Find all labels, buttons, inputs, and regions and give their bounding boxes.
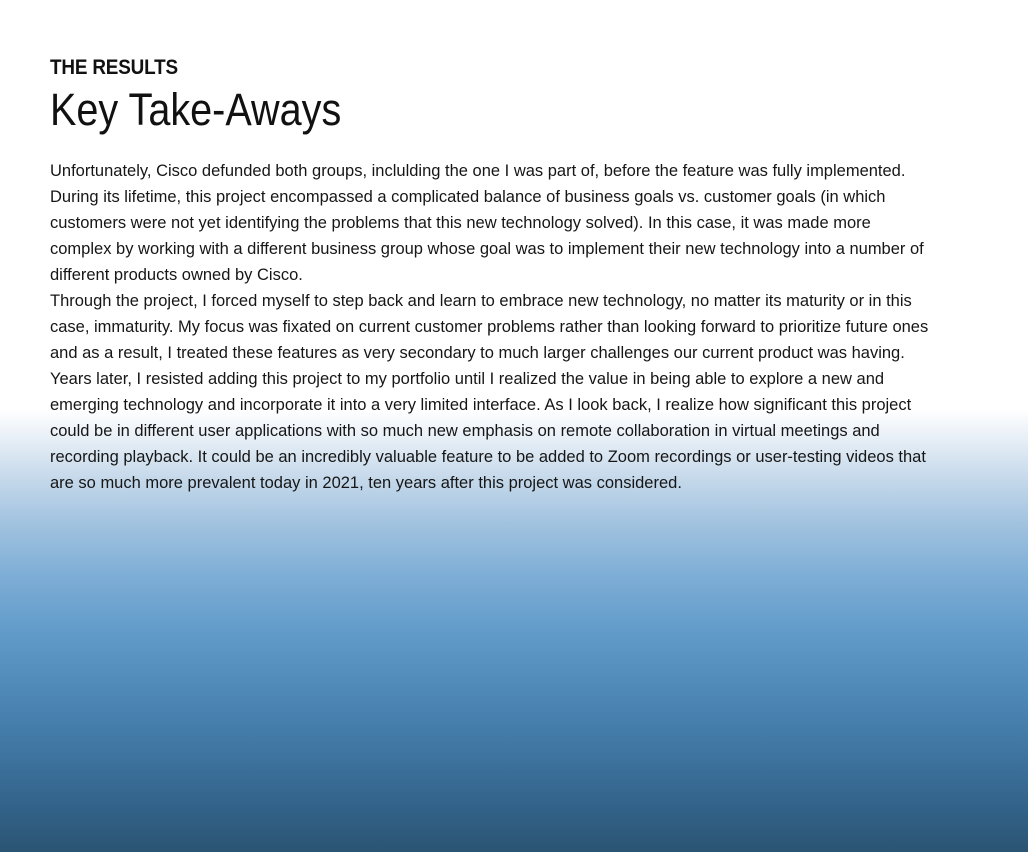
paragraph-reflection: Through the project, I forced myself to step back and learn to embrace new technology, no matter its maturity or in this case, immaturity. My focus was fixated on current customer problems rather than looking forward to prioritize future ones and as a result, I treated these features as very secondary to much larger challenges our current product was having. Years later, I resisted adding this project to my portfolio until I realized the value in being able to explore a new and emerging technology and incorporate it into a very limited interface. As I look back, I realize how significant this project could be in different user applications with so much new emphasis on remote collaboration in virtual meetings and recording playback. It could be an incredibly valuable feature to be added to Zoom recordings or user-testing videos that are so much more prevalent today in 2021, ten years after this project was considered. bbox=[50, 292, 929, 492]
section-body bbox=[50, 158, 930, 496]
section-title: Key Take-Aways bbox=[50, 84, 342, 135]
results-section bbox=[50, 56, 930, 496]
section-eyebrow: THE RESULTS bbox=[50, 56, 178, 79]
paragraph-outcome: Unfortunately, Cisco defunded both groups, inclulding the one I was part of, before the feature was fully implemented. During its lifetime, this project encompassed a complicated balance of business goals vs. customer goals (in which customers were not yet identifying the problems that this new technology solved). In this case, it was made more complex by working with a different business group whose goal was to implement their new technology into a number of different products owned by Cisco. bbox=[50, 162, 924, 284]
